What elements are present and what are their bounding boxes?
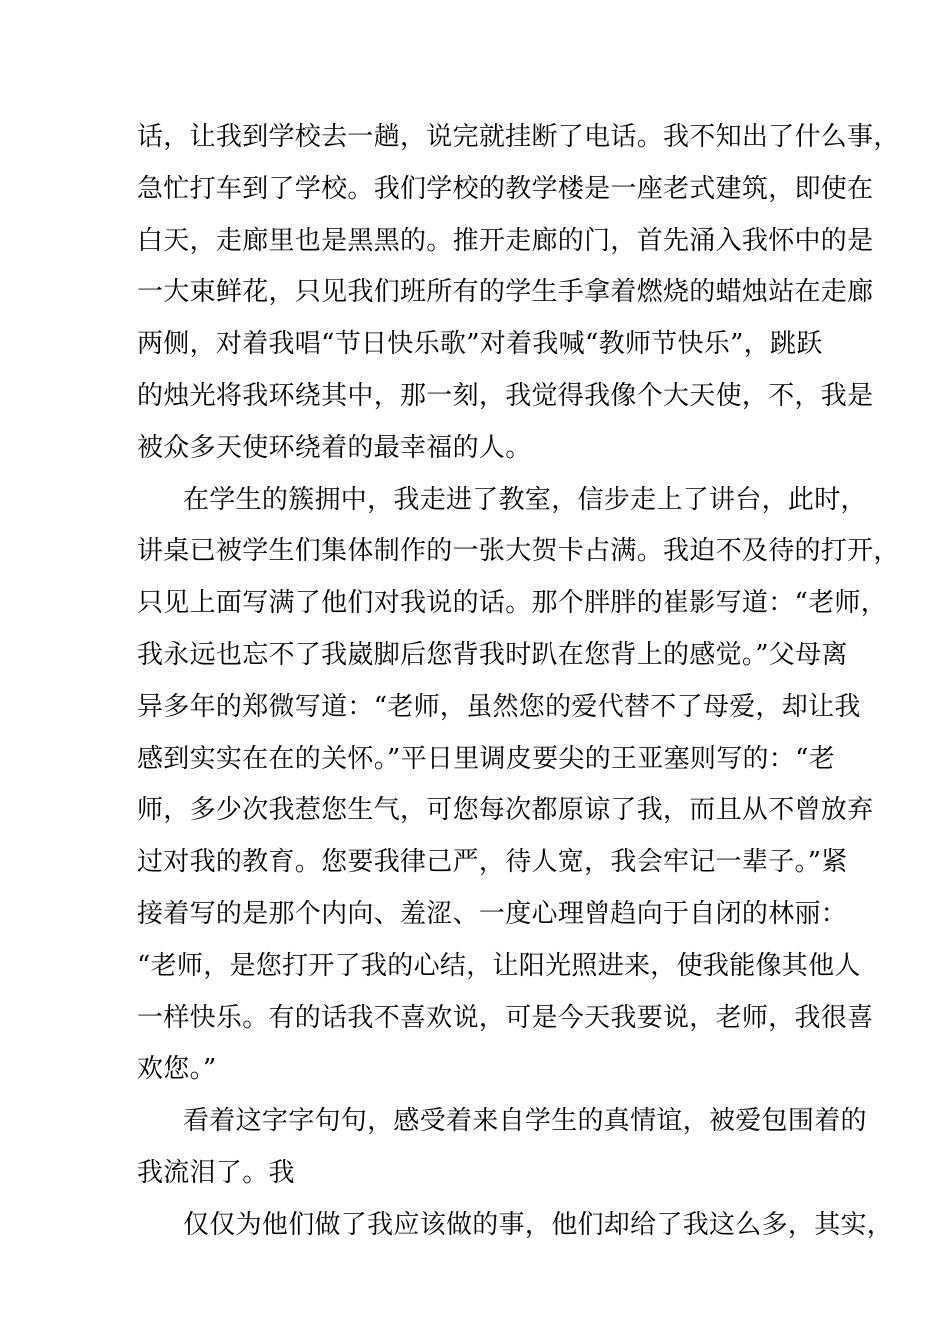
text-line-11: 我永远也忘不了我崴脚后您背我时趴在您背上的感觉。”父母离 [137,639,848,670]
text-line-2: 急忙打车到了学校。我们学校的教学楼是一座老式建筑，即使在 [137,173,874,204]
text-line-4: 一大束鲜花，只见我们班所有的学生手拿着燃烧的蜡烛站在走廊 [137,277,874,308]
text-line-16: 接着写的是那个内向、羞涩、一度心理曾趋向于自闭的林丽： [137,898,848,929]
text-line-17: “老师，是您打开了我的心结，让阳光照进来，使我能像其他人 [137,950,861,981]
text-line-12: 异多年的郑微写道：“老师，虽然您的爱代替不了母爱，却让我 [137,691,861,722]
text-line-9: 讲桌已被学生们集体制作的一张大贺卡占满。我迫不及待的打开， [137,536,900,567]
text-line-5: 两侧，对着我唱“节日快乐歌”对着我喊“教师节快乐”，跳跃 [137,329,823,360]
text-line-7: 被众多天使环绕着的最幸福的人。 [137,432,532,463]
text-line-14: 师，多少次我惹您生气，可您每次都原谅了我，而且从不曾放弃 [137,795,874,826]
text-line-19: 欢您。” [137,1054,217,1085]
text-line-3: 白天，走廊里也是黑黑的。推开走廊的门，首先涌入我怀中的是 [137,225,874,256]
text-line-18: 一样快乐。有的话我不喜欢说，可是今天我要说，老师，我很喜 [137,1002,874,1033]
text-line-13: 感到实实在在的关怀。”平日里调皮要尖的王亚塞则写的：“老 [137,743,835,774]
paragraph-2-first-line: 在学生的簇拥中，我走进了教室，信步走上了讲台，此时， [183,484,867,515]
text-line-1: 话，让我到学校去一趟，说完就挂断了电话。我不知出了什么事， [137,122,900,152]
text-line-6: 的烛光将我环绕其中，那一刻，我觉得我像个大天使，不，我是 [137,380,874,411]
text-line-10: 只见上面写满了他们对我说的话。那个胖胖的崔影写道：“老师， [137,588,887,619]
paragraph-3-first-line: 看着这字字句句，感受着来自学生的真情谊，被爱包围着的 [183,1106,867,1137]
text-line-21: 我流泪了。我 [137,1157,295,1188]
text-line-15: 过对我的教育。您要我律己严，待人宽，我会牢记一辈子。”紧 [137,847,848,878]
paragraph-4-first-line: 仅仅为他们做了我应该做的事，他们却给了我这么多，其实， [183,1209,894,1240]
body-text [137,112,900,1252]
